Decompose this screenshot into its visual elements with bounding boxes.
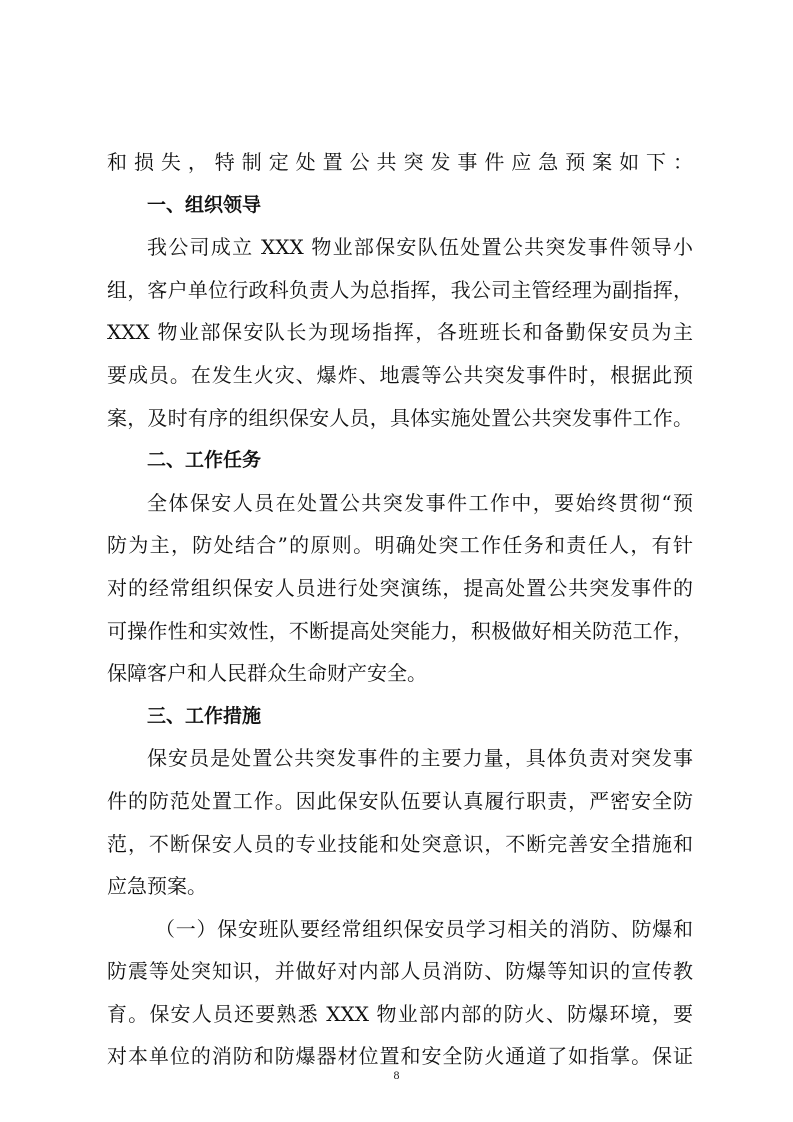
paragraph-line: XXX 物业部保安队长为现场指挥，各班班长和备勤保安员为主 (107, 320, 693, 345)
paragraph-line: 可操作性和实效性，不断提高处突能力，积极做好相关防范工作， (107, 618, 693, 643)
paragraph-line: 保障客户和人民群众生命财产安全。 (107, 661, 427, 686)
section-heading-organization: 一、组织领导 (147, 193, 262, 216)
paragraph-line: 育。保安人员还要熟悉 XXX 物业部内部的防火、防爆环境，要 (107, 1001, 693, 1026)
paragraph-line: 全体保安人员在处置公共突发事件工作中，要始终贯彻“预 (147, 490, 693, 515)
paragraph-line: 对本单位的消防和防爆器材位置和安全防火通道了如指掌。保证 (107, 1044, 693, 1069)
paragraph-line: 组，客户单位行政科负责人为总指挥，我公司主管经理为副指挥， (107, 277, 693, 302)
paragraph-line: 应急预案。 (107, 874, 207, 899)
paragraph-line: 对的经常组织保安人员进行处突演练，提高处置公共突发事件的 (107, 575, 693, 600)
paragraph-line: 保安员是处置公共突发事件的主要力量，具体负责对突发事 (147, 746, 693, 771)
paragraph-line: 案，及时有序的组织保安人员，具体实施处置公共突发事件工作。 (107, 405, 693, 430)
paragraph-line: 要成员。在发生火灾、爆炸、地震等公共突发事件时，根据此预 (107, 362, 693, 387)
section-heading-tasks: 二、工作任务 (147, 449, 262, 472)
page-number: 8 (393, 1068, 400, 1082)
paragraph-line: 件的防范处置工作。因此保安队伍要认真履行职责，严密安全防 (107, 788, 693, 813)
paragraph-line: 防震等处突知识，并做好对内部人员消防、防爆等知识的宣传教 (107, 959, 693, 984)
paragraph-line: 防为主，防处结合”的原则。明确处突工作任务和责任人，有针 (107, 533, 693, 558)
paragraph-line: 范，不断保安人员的专业技能和处突意识，不断完善安全措施和 (107, 831, 693, 856)
paragraph-line: 我公司成立 XXX 物业部保安队伍处置公共突发事件领导小 (147, 235, 693, 260)
section-heading-measures: 三、工作措施 (147, 704, 262, 727)
paragraph-line: 和损失，特制定处置公共突发事件应急预案如下： (107, 150, 693, 174)
document-body (107, 141, 693, 1078)
paragraph-line: （一）保安班队要经常组织保安员学习相关的消防、防爆和 (155, 916, 693, 941)
